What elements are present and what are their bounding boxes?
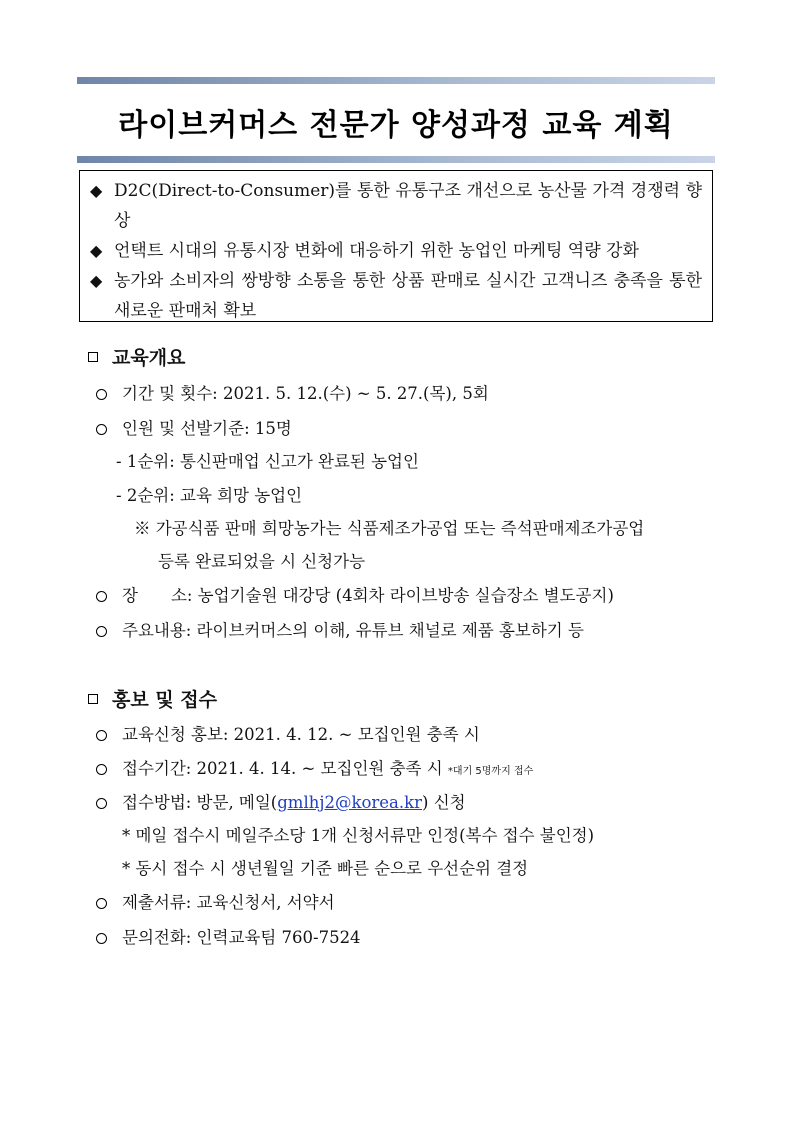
circle-bullet-icon [96,626,107,637]
diamond-bullet-icon: ◆ [90,241,103,260]
square-bullet-icon [88,694,98,704]
objective-item: ◆ 언택트 시대의 유통시장 변화에 대응하기 위한 농업인 마케팅 역량 강화 [90,236,702,266]
circle-bullet-icon [96,730,107,741]
diamond-bullet-icon: ◆ [90,181,103,200]
application-period: 접수기간: 2021. 4. 14. ~ 모집인원 충족 시 *대기 5명까지 접수 [96,758,533,783]
square-bullet-icon [88,352,98,362]
page-title: 라이브커머스 전문가 양성과정 교육 계획 [118,108,674,143]
objective-item: ◆ D2C(Direct-to-Consumer)를 통한 유통구조 개선으로 농산물 가격 경쟁력 향상 [90,176,702,236]
submission-documents: 제출서류: 교육신청서, 서약서 [96,892,335,914]
waitlist-note: *대기 5명까지 접수 [447,766,534,777]
section-heading-overview: 교육개요 [88,343,185,370]
overview-note-line1: ※ 가공식품 판매 희망농가는 식품제조가공업 또는 즉석판매제조가공업 [134,519,645,538]
contact-phone: 문의전화: 인력교육팀 760-7524 [96,927,361,949]
objectives-box [79,170,713,322]
email-link[interactable]: gmlhj2@korea.kr [277,793,423,812]
circle-bullet-icon [96,424,107,435]
diamond-bullet-icon: ◆ [90,271,103,290]
section-heading-promotion: 홍보 및 접수 [88,685,217,712]
method-note-1: * 메일 접수시 메일주소당 1개 신청서류만 인정(복수 접수 불인정) [122,826,595,845]
circle-bullet-icon [96,798,107,809]
circle-bullet-icon [96,764,107,775]
method-note-2: * 동시 접수 시 생년월일 기준 빠른 순으로 우선순위 결정 [122,859,529,878]
overview-content: 주요내용: 라이브커머스의 이해, 유튜브 채널로 제품 홍보하기 등 [96,620,584,642]
application-method: 접수방법: 방문, 메일(gmlhj2@korea.kr) 신청 [96,792,466,814]
circle-bullet-icon [96,898,107,909]
overview-rank1: - 1순위: 통신판매업 신고가 완료된 농업인 [116,452,419,471]
circle-bullet-icon [96,389,107,400]
title-bar-top [77,77,715,84]
overview-period: 기간 및 횟수: 2021. 5. 12.(수) ~ 5. 27.(목), 5회 [96,383,489,405]
overview-people: 인원 및 선발기준: 15명 [96,418,292,440]
circle-bullet-icon [96,933,107,944]
overview-place: 장 소: 농업기술원 대강당 (4회차 라이브방송 실습장소 별도공지) [96,585,614,607]
overview-rank2: - 2순위: 교육 희망 농업인 [116,486,303,505]
promotion-period: 교육신청 홍보: 2021. 4. 12. ~ 모집인원 충족 시 [96,724,480,746]
overview-note-line2: 등록 완료되었을 시 신청가능 [158,552,366,571]
title-bar-bottom [77,156,715,163]
circle-bullet-icon [96,591,107,602]
objective-item: ◆ 농가와 소비자의 쌍방향 소통을 통한 상품 판매로 실시간 고객니즈 충족을 통한 새로운 판매처 확보 [90,266,702,326]
